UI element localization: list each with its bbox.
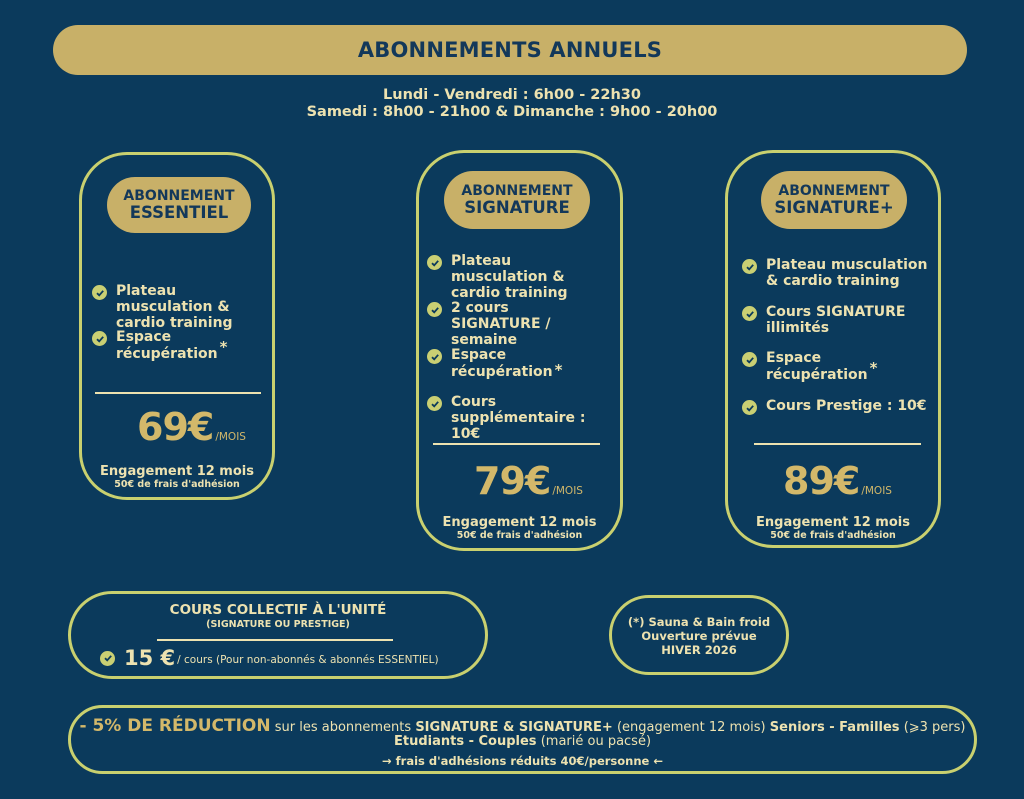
fees-text: 50€ de frais d'adhésion — [770, 530, 896, 541]
check-icon — [742, 259, 757, 274]
engagement-text: Engagement 12 mois — [442, 515, 597, 530]
sauna-note-box — [609, 595, 789, 675]
engagement-text: Engagement 12 mois — [756, 515, 910, 530]
check-icon — [92, 285, 107, 300]
asterisk: * — [869, 359, 878, 377]
fees-text: 50€ de frais d'adhésion — [114, 479, 240, 490]
price — [137, 405, 246, 449]
reduction-groups-a: Seniors - Familles — [769, 720, 900, 735]
sauna-note-text — [612, 615, 786, 657]
title-banner — [53, 25, 967, 75]
cours-collectif-price — [100, 646, 439, 670]
feature-label: Espace récupération — [766, 350, 868, 383]
check-icon — [742, 352, 757, 367]
feature-text — [451, 347, 617, 380]
reduction-headline: - 5% DE RÉDUCTION — [79, 716, 271, 736]
check-icon — [742, 400, 757, 415]
cours-price-amount: 15 € — [124, 646, 176, 670]
price — [783, 459, 892, 503]
feature-item — [427, 300, 602, 348]
sauna-note-line2: Ouverture prévue — [641, 629, 757, 643]
reduction-line1 — [71, 716, 974, 736]
cours-price-detail: / cours (Pour non-abonnés & abonnés ESSENTIEL) — [177, 654, 439, 666]
feature-text: 2 cours SIGNATURE / semaine — [451, 300, 551, 348]
engagement-info — [82, 464, 272, 491]
reduction-line2 — [71, 734, 974, 749]
reduction-plans: SIGNATURE & SIGNATURE+ — [415, 720, 613, 735]
feature-text — [116, 329, 272, 362]
plan-label-line2: SIGNATURE — [464, 197, 570, 217]
check-icon — [427, 302, 442, 317]
feature-label: Espace récupération — [451, 347, 553, 380]
reduction-text: sur les abonnements — [274, 720, 412, 735]
feature-label: Espace récupération — [116, 329, 218, 362]
hours-weekday: Lundi - Vendredi : 6h00 - 22h30 — [383, 87, 641, 103]
plan-card-signature[interactable] — [416, 150, 623, 551]
plan-card-signature-plus[interactable] — [725, 150, 941, 548]
feature-item — [427, 394, 612, 442]
price-period: /MOIS — [861, 485, 892, 497]
feature-item — [92, 329, 272, 362]
check-icon — [427, 349, 442, 364]
divider — [95, 392, 261, 394]
arrow-left-icon: ← — [653, 754, 663, 768]
check-icon — [92, 331, 107, 346]
feature-text: Cours supplémentaire : 10€ — [451, 394, 586, 442]
divider — [433, 443, 600, 445]
reduction-box — [68, 705, 977, 774]
plan-label-line2: SIGNATURE+ — [774, 197, 894, 217]
check-icon — [427, 255, 442, 270]
reduction-groups-b: Etudiants - Couples — [393, 734, 537, 749]
plan-card-essentiel[interactable] — [79, 152, 275, 500]
arrow-right-icon: → — [382, 754, 392, 768]
engagement-info — [419, 515, 620, 542]
plan-label-line1: ABONNEMENT — [461, 183, 573, 199]
plan-label-line1: ABONNEMENT — [123, 188, 235, 204]
plan-label-line1: ABONNEMENT — [778, 183, 890, 199]
sauna-note-line3: HIVER 2026 — [661, 643, 737, 657]
plan-label-signature-plus — [761, 171, 907, 229]
divider — [157, 639, 393, 641]
reduction-engagement: (engagement 12 mois) — [616, 720, 766, 735]
feature-text — [766, 350, 937, 383]
feature-text: Cours Prestige : 10€ — [766, 398, 927, 414]
feature-item — [742, 398, 927, 415]
reduction-line3 — [71, 754, 974, 768]
feature-text: Plateau musculation & cardio training — [451, 253, 568, 301]
plan-label-line2: ESSENTIEL — [129, 202, 229, 222]
feature-item — [742, 350, 937, 383]
cours-collectif-title: COURS COLLECTIF À L'UNITÉ — [169, 602, 387, 618]
feature-text: Plateau musculation & cardio training — [116, 283, 233, 331]
engagement-text: Engagement 12 mois — [100, 464, 254, 479]
feature-item — [742, 257, 937, 289]
price-period: /MOIS — [552, 485, 583, 497]
cours-collectif-subtitle: (SIGNATURE OU PRESTIGE) — [206, 619, 350, 630]
check-icon — [100, 651, 115, 666]
plan-label-essentiel — [107, 177, 251, 233]
feature-text: Plateau musculation & cardio training — [766, 257, 928, 289]
feature-item — [92, 283, 262, 331]
feature-item — [427, 253, 612, 301]
hours-weekend: Samedi : 8h00 - 21h00 & Dimanche : 9h00 - 20h00 — [306, 104, 718, 120]
cours-collectif-box[interactable] — [68, 591, 488, 679]
check-icon — [742, 306, 757, 321]
reduction-groups-b-note: (marié ou pacsé) — [540, 734, 652, 749]
reduction-fees: frais d'adhésions réduits 40€/personne — [395, 754, 650, 768]
engagement-info — [728, 515, 938, 542]
price-amount: 69€ — [137, 405, 214, 449]
plan-label-signature — [444, 171, 590, 229]
asterisk: * — [219, 338, 228, 356]
price-amount: 89€ — [783, 459, 860, 503]
fees-text: 50€ de frais d'adhésion — [456, 530, 583, 541]
feature-item — [427, 347, 617, 380]
check-icon — [427, 396, 442, 411]
divider — [754, 443, 921, 445]
price — [474, 459, 583, 503]
feature-text: Cours SIGNATURE illimités — [766, 304, 906, 336]
reduction-groups-a-note: (⩾3 pers) — [903, 720, 966, 735]
asterisk: * — [554, 361, 563, 379]
feature-item — [742, 304, 917, 336]
price-amount: 79€ — [474, 459, 551, 503]
page-title: ABONNEMENTS ANNUELS — [357, 38, 663, 62]
sauna-note-line1: (*) Sauna & Bain froid — [627, 615, 771, 629]
price-period: /MOIS — [215, 431, 246, 443]
